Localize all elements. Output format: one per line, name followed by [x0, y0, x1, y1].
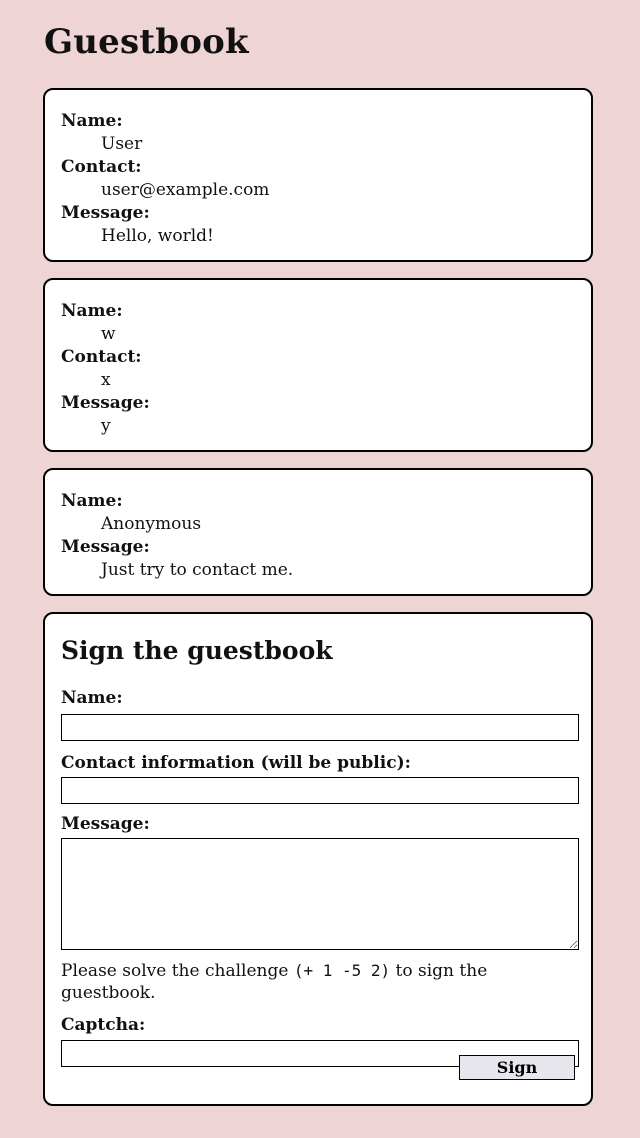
sign-button[interactable]: Sign [459, 1055, 575, 1080]
entry-name: Anonymous [101, 514, 202, 534]
entry-name: User [101, 134, 143, 154]
name-input[interactable] [61, 714, 579, 741]
entry-contact-label: Contact: [61, 347, 142, 367]
entry-details [61, 110, 575, 248]
guestbook-entry [43, 278, 593, 452]
entry-contact-label: Contact: [61, 157, 142, 177]
entry-name-label: Name: [61, 111, 123, 131]
entry-message: Hello, world! [101, 226, 214, 246]
challenge-code: (+ 1 -5 2) [293, 961, 391, 980]
entry-contact: user@example.com [101, 180, 270, 200]
entry-message: y [101, 416, 111, 436]
entry-message-label: Message: [61, 393, 150, 413]
entry-contact: x [101, 370, 111, 390]
page-title: Guestbook [44, 22, 249, 62]
entry-name: w [101, 324, 116, 344]
captcha-challenge-text [61, 960, 575, 1004]
message-textarea[interactable] [61, 838, 579, 950]
challenge-prefix: Please solve the challenge [61, 961, 289, 981]
challenge-suffix: to sign the guestbook. [61, 961, 488, 1003]
entry-message: Just try to contact me. [101, 560, 294, 580]
entry-message-label: Message: [61, 537, 150, 557]
captcha-field-label: Captcha: [61, 1015, 146, 1035]
name-field-label: Name: [61, 688, 123, 708]
entry-name-label: Name: [61, 301, 123, 321]
entry-details [61, 300, 575, 438]
entry-name-label: Name: [61, 491, 123, 511]
form-heading: Sign the guestbook [61, 636, 333, 665]
guestbook-entry [43, 468, 593, 596]
contact-field-label: Contact information (will be public): [61, 753, 411, 773]
sign-guestbook-form [43, 612, 593, 1106]
entry-message-label: Message: [61, 203, 150, 223]
entry-details [61, 490, 575, 582]
message-field-label: Message: [61, 814, 150, 834]
contact-input[interactable] [61, 777, 579, 804]
guestbook-entry [43, 88, 593, 262]
